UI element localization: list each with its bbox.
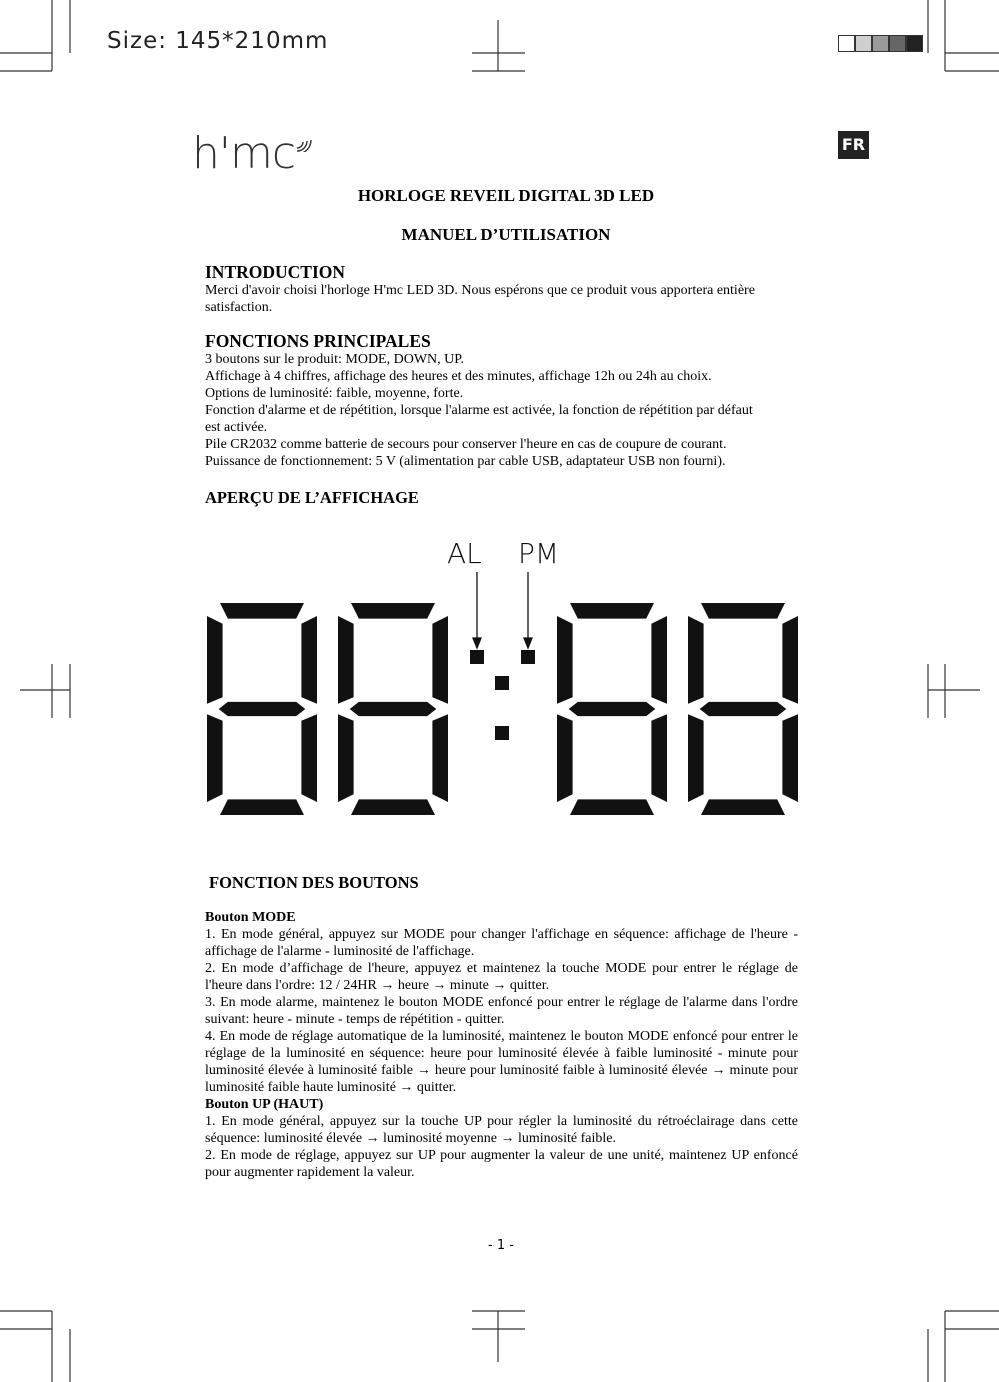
manual-title: MANUEL D’UTILISATION (401, 225, 611, 244)
segment-b (651, 616, 667, 704)
al-label: AL (447, 537, 482, 570)
segment-c (301, 714, 317, 802)
pm-indicator-dot (521, 650, 535, 664)
segment-d (220, 799, 304, 815)
features-heading: FONCTIONS PRINCIPALES (205, 331, 431, 351)
digit-group (207, 603, 798, 815)
seven-segment-digit (338, 603, 448, 815)
color-swatches (838, 35, 923, 52)
segment-e (557, 714, 573, 802)
segment-f (688, 616, 704, 704)
segment-g (219, 702, 306, 716)
colon-dot-lower (495, 726, 509, 740)
text-line: Merci d'avoir choisi l'horloge H'mc LED 3D. Nous espérons que ce produit vous apportera entière (205, 283, 755, 298)
segment-f (207, 616, 223, 704)
introduction-heading: INTRODUCTION (205, 262, 346, 282)
segment-b (432, 616, 448, 704)
text-line: satisfaction. (205, 300, 273, 315)
seven-segment-digit (207, 603, 317, 815)
page-number: - 1 - (488, 1238, 514, 1253)
swatch (838, 35, 855, 52)
al-arrow-head (473, 638, 481, 648)
segment-f (557, 616, 573, 704)
segment-a (570, 603, 654, 619)
segment-c (651, 714, 667, 802)
print-size-label: Size: 145*210mm (107, 28, 329, 54)
language-badge: FR (838, 131, 869, 159)
text-line: Affichage à 4 chiffres, affichage des heures et des minutes, affichage 12h ou 24h au choix. (205, 369, 712, 384)
al-indicator-dot (470, 650, 484, 664)
brand-logo (192, 128, 295, 179)
segment-g (569, 702, 656, 716)
seven-segment-digit (688, 603, 798, 815)
swatch (872, 35, 889, 52)
product-title: HORLOGE REVEIL DIGITAL 3D LED (357, 186, 655, 205)
up-button-heading: Bouton UP (HAUT) (205, 1097, 324, 1112)
text-line: Pile CR2032 comme batterie de secours pour conserver l'heure en cas de coupure de courant. (205, 437, 727, 452)
introduction-text (205, 282, 825, 316)
segment-a (351, 603, 435, 619)
up-item: 2. En mode de réglage, appuyez sur UP pour augmenter la valeur de une unité, maintenez UP enfoncé pour augmenter rapidement la valeur. (205, 1148, 798, 1180)
mode-item: 2. En mode d’affichage de l'heure, appuyez et maintenez la touche MODE pour entrer le réglage de l'heure dans l'ordre: 12 / 24HR → heure → minute → quitter. (205, 961, 798, 993)
mode-button-heading: Bouton MODE (205, 910, 296, 925)
segment-d (570, 799, 654, 815)
buttons-heading: FONCTION DES BOUTONS (209, 873, 419, 892)
segment-g (700, 702, 787, 716)
logo-text: h'mc (192, 128, 296, 179)
swatch (889, 35, 906, 52)
text-line: est activée. (205, 420, 268, 435)
segment-e (688, 714, 704, 802)
text-line: Options de luminosité: faible, moyenne, forte. (205, 386, 464, 401)
mode-item: 3. En mode alarme, maintenez le bouton MODE enfoncé pour entrer le réglage de l'alarme dans l'ordre suivant: heure - minute - temps de répétition - quitter. (205, 995, 798, 1027)
text-line: Fonction d'alarme et de répétition, lorsque l'alarme est activée, la fonction de répétition par défaut (205, 403, 753, 418)
indicator-arrows (473, 572, 532, 648)
segment-d (351, 799, 435, 815)
wireless-signal-icon (294, 132, 314, 152)
segment-b (782, 616, 798, 704)
led-display-diagram (0, 560, 999, 830)
features-text (205, 351, 825, 470)
segment-b (301, 616, 317, 704)
segment-d (701, 799, 785, 815)
mode-item: 4. En mode de réglage automatique de la luminosité, maintenez le bouton MODE enfoncé pour entrer le réglage de la luminosité en séquence: heure pour luminosité élevée à faible luminosité - minute pour luminosité élevée à luminosité faible → heure pour luminosité faible à luminosité élevée → minute pour luminosité faible haute luminosité → quitter. (205, 1029, 798, 1095)
segment-a (701, 603, 785, 619)
seven-segment-digit (557, 603, 667, 815)
segment-e (207, 714, 223, 802)
swatch (906, 35, 923, 52)
pm-arrow-head (524, 638, 532, 648)
segment-f (338, 616, 354, 704)
display-overview-heading: APERÇU DE L’AFFICHAGE (205, 488, 419, 507)
segment-a (220, 603, 304, 619)
mode-item: 1. En mode général, appuyez sur MODE pour changer l'affichage en séquence: affichage de l'heure - affichage de l'alarme - luminosité de l'affichage. (205, 927, 798, 959)
colon-dot-upper (495, 676, 509, 690)
segment-g (350, 702, 437, 716)
up-item: 1. En mode général, appuyez sur la touche UP pour régler la luminosité du rétroéclairage dans cette séquence: luminosité élevée → luminosité moyenne → luminosité faible. (205, 1114, 798, 1146)
text-line: 3 boutons sur le produit: MODE, DOWN, UP. (205, 352, 464, 367)
segment-c (432, 714, 448, 802)
buttons-text (205, 909, 798, 1181)
segment-e (338, 714, 354, 802)
pm-label: PM (518, 537, 560, 570)
segment-c (782, 714, 798, 802)
text-line: Puissance de fonctionnement: 5 V (alimentation par cable USB, adaptateur USB non fourni). (205, 454, 726, 469)
swatch (855, 35, 872, 52)
